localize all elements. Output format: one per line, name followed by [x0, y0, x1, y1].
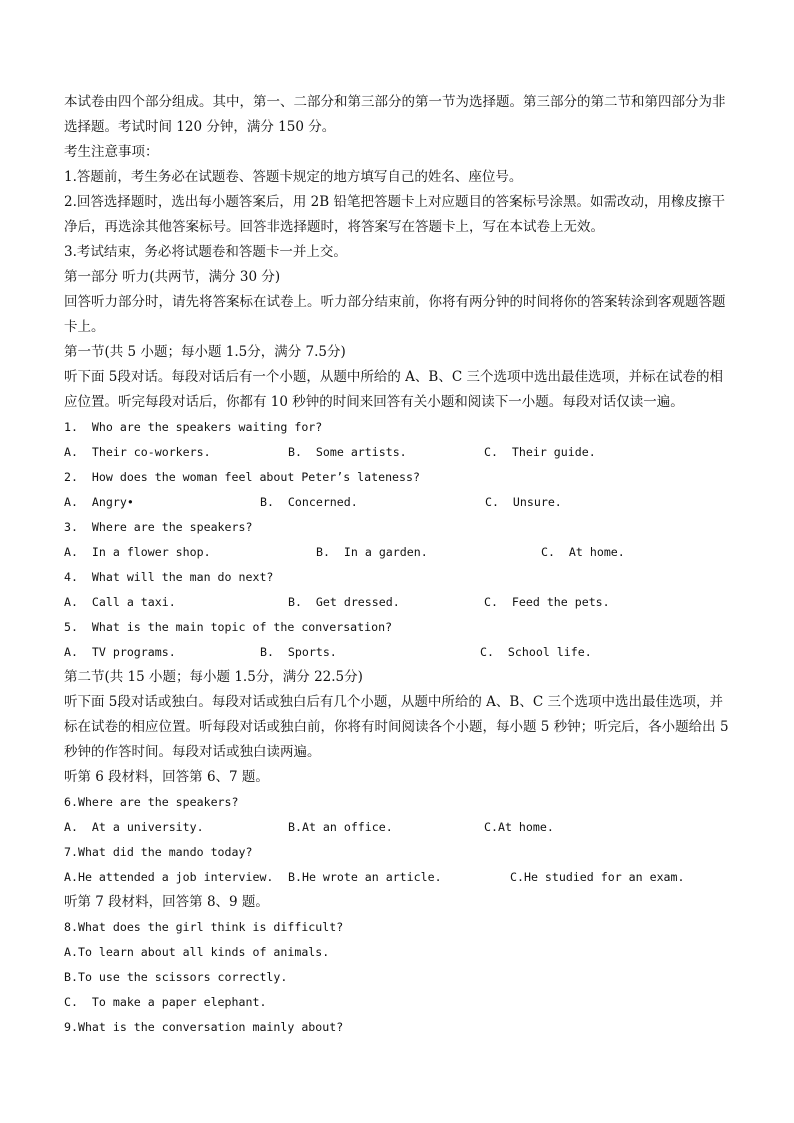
question-6-options — [64, 815, 734, 840]
intro-paragraph: 本试卷由四个部分组成。其中，第一、二部分和第三部分的第一节为选择题。第三部分的第二节和第四部分为非选择题。考试时间 120 分钟，满分 150 分。 — [64, 94, 726, 135]
question-7-options — [64, 865, 734, 890]
question-8: 8.What does the girl think is difficult? — [64, 920, 344, 934]
notice-title: 考生注意事项： — [64, 144, 159, 160]
section2-title: 第二节(共 15 小题；每小题 1.5分，满分 22.5分) — [64, 669, 363, 685]
option-c: C. School life. — [480, 645, 592, 659]
section2-instruction: 听下面 5段对话或独白。每段对话或独白后有几个小题，从题中所给的 A、B、C 三个选项中选出最佳选项，并标在试卷的相应位置。听每段对话或独白前，你将有时间阅读各个小题，每小题 5 秒钟；听完后，各小题给出 5 秒钟的作答时间。每段对话或独白读两遍。 — [64, 694, 729, 760]
option-b: B. Sports. — [260, 645, 337, 659]
question-2-options — [64, 490, 734, 515]
option-c: C. At home. — [541, 545, 625, 559]
option-b: B. Some artists. — [288, 445, 407, 459]
option-a: A. TV programs. — [64, 645, 176, 659]
question-7: 7.What did the mando today? — [64, 845, 253, 859]
material-6-heading: 听第 6 段材料，回答第 6、7 题。 — [64, 769, 269, 785]
question-3: 3. Where are the speakers? — [64, 520, 253, 534]
option-b: B. Get dressed. — [288, 595, 400, 609]
notice-item-2: 2.回答选择题时，选出每小题答案后，用 2B 铅笔把答题卡上对应题目的答案标号涂黑。如需改动，用橡皮擦干净后，再选涂其他答案标号。回答非选择题时，将答案写在答题卡上，写在本试卷上无效。 — [64, 194, 725, 235]
exam-page — [64, 90, 734, 1040]
question-4: 4. What will the man do next? — [64, 570, 274, 584]
option-a: A. Call a taxi. — [64, 595, 176, 609]
option-c: C. Their guide. — [484, 445, 596, 459]
question-6: 6.Where are the speakers? — [64, 795, 239, 809]
section1-title: 第一节(共 5 小题；每小题 1.5分，满分 7.5分) — [64, 344, 346, 360]
option-b: B.At an office. — [288, 820, 393, 834]
question-8-option-c: C. To make a paper elephant. — [64, 995, 267, 1009]
question-5: 5. What is the main topic of the conversation? — [64, 620, 393, 634]
question-3-options — [64, 540, 734, 565]
notice-item-3: 3.考试结束，务必将试题卷和答题卡一并上交。 — [64, 244, 347, 260]
question-4-options — [64, 590, 734, 615]
question-8-option-a: A.To learn about all kinds of animals. — [64, 945, 330, 959]
option-b: B.He wrote an article. — [288, 870, 442, 884]
material-7-heading: 听第 7 段材料，回答第 8、9 题。 — [64, 894, 269, 910]
option-a: A. In a flower shop. — [64, 545, 211, 559]
option-c: C.At home. — [484, 820, 554, 834]
question-1-options — [64, 440, 734, 465]
part1-title: 第一部分 听力(共两节，满分 30 分) — [64, 269, 281, 285]
option-c: C.He studied for an exam. — [510, 870, 685, 884]
question-5-options — [64, 640, 734, 665]
part1-instruction: 回答听力部分时，请先将答案标在试卷上。听力部分结束前，你将有两分钟的时间将你的答案转涂到客观题答题卡上。 — [64, 294, 726, 335]
option-b: B. Concerned. — [260, 495, 358, 509]
question-8-option-b: B.To use the scissors correctly. — [64, 970, 288, 984]
option-b: B. In a garden. — [316, 545, 428, 559]
option-c: C. Feed the pets. — [484, 595, 610, 609]
question-2: 2. How does the woman feel about Peter’s lateness? — [64, 470, 420, 484]
question-1: 1. Who are the speakers waiting for? — [64, 420, 323, 434]
option-c: C. Unsure. — [485, 495, 562, 509]
option-a: A. At a university. — [64, 820, 204, 834]
question-9: 9.What is the conversation mainly about? — [64, 1020, 344, 1034]
option-a: A.He attended a job interview. — [64, 870, 274, 884]
option-a: A. Their co-workers. — [64, 445, 211, 459]
notice-item-1: 1.答题前，考生务必在试题卷、答题卡规定的地方填写自己的姓名、座位号。 — [64, 169, 523, 185]
section1-instruction: 听下面 5段对话。每段对话后有一个小题，从题中所给的 A、B、C 三个选项中选出最佳选项，并标在试卷的相应位置。听完每段对话后，你都有 10 秒钟的时间来回答有关小题和阅读下一小题。每段对话仅读一遍。 — [64, 369, 723, 410]
option-a: A. Angry• — [64, 495, 134, 509]
